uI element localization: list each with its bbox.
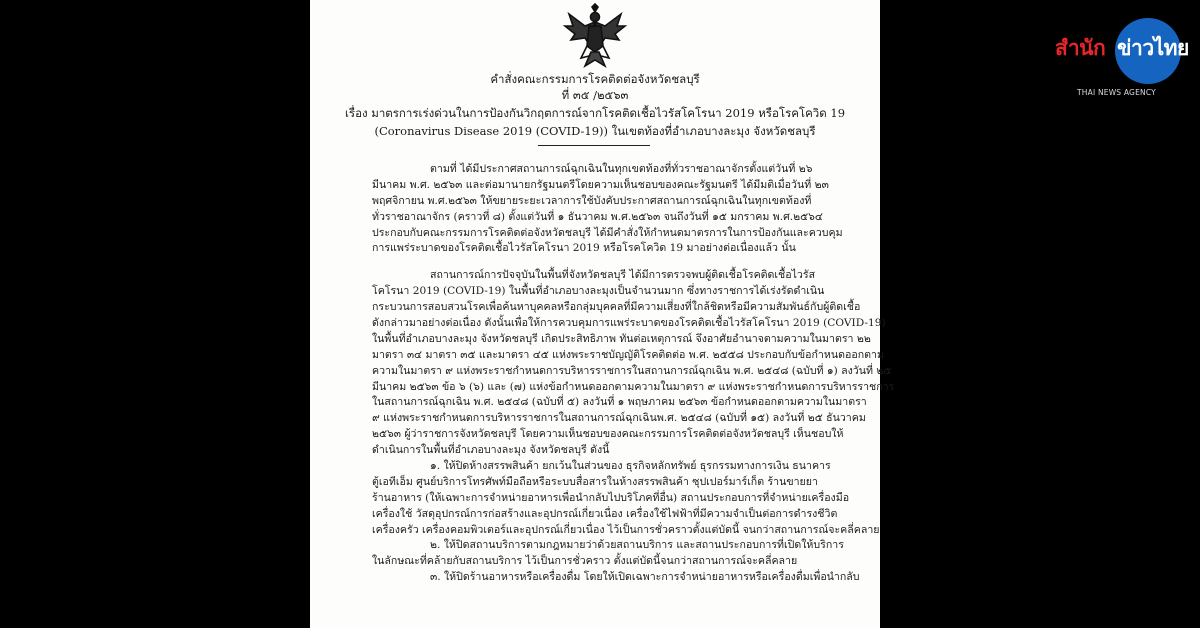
paragraph-line: โคโรนา 2019 (COVID-19) ในพื้นที่อำเภอบางละมุงเป็นจำนวนมาก ซึ่งทางราชการได้เร่งรัดดำเนิน: [372, 285, 825, 298]
paragraph-line: มีนาคม ๒๕๖๓ ข้อ ๖ (๖) และ (๗) แห่งข้อกำหนดออกตามความในมาตรา ๙ แห่งพระราชกำหนดการบริหารราชการ: [372, 380, 895, 393]
paragraph-line: ตามที่ ได้มีประกาศสถานการณ์ฉุกเฉินในทุกเขตท้องที่ทั่วราชอาณาจักรตั้งแต่วันที่ ๒๖: [430, 163, 813, 175]
item-line: เครื่องครัว เครื่องคอมพิวเตอร์และอุปกรณ์เกี่ยวเนื่อง ไว้เป็นการชั่วคราวตั้งแต่บัดนี้ จนกว่าสถานการณ์จะคลี่คลาย: [372, 523, 880, 536]
subject-line-continued: (Coronavirus Disease 2019 (COVID-19)) ในเขตท้องที่อำเภอบางละมุง จังหวัดชลบุรี: [374, 124, 816, 138]
document-page: [310, 0, 895, 628]
item-line: ตู้เอทีเอ็ม ศูนย์บริการโทรศัพท์มือถือหรือระบบสื่อสารในห้างสรรพสินค้า ซุปเปอร์มาร์เก็ต ร้านขายยา: [372, 475, 818, 488]
order-number: ที่ ๓๕ /๒๕๖๓: [561, 88, 629, 102]
paragraph-line: มาตรา ๓๔ มาตรา ๓๕ และมาตรา ๔๕ แห่งพระราชบัญญัติโรคติดต่อ พ.ศ. ๒๕๕๘ ประกอบกับข้อกำหนดออกตาม: [372, 348, 884, 361]
logo-text-red: สำนัก: [1055, 36, 1106, 60]
paragraph-line: การแพร่ระบาดของโรคติดเชื้อไวรัสโคโรนา 2019 หรือโรคโควิด 19 มาอย่างต่อเนื่องแล้ว นั้น: [372, 242, 796, 255]
paragraph-line: พฤศจิกายน พ.ศ.๒๕๖๓ ให้ขยายระยะเวลาการใช้บังคับประกาศสถานการณ์ฉุกเฉินในทุกเขตท้องที่: [372, 194, 812, 207]
paragraph-line: ทั่วราชอาณาจักร (คราวที่ ๘) ตั้งแต่วันที่ ๑ ธันวาคม พ.ศ.๒๕๖๓ จนถึงวันที่ ๑๕ มกราคม พ.ศ.๒๕๖๔: [372, 210, 823, 223]
item-line: ในลักษณะที่คล้ายกับสถานบริการ ไว้เป็นการชั่วคราว ตั้งแต่บัดนี้จนกว่าสถานการณ์จะคลี่คลาย: [372, 555, 798, 568]
logo-english: THAI NEWS AGENCY: [1077, 88, 1156, 97]
paragraph-line: ในสถานการณ์ฉุกเฉิน พ.ศ. ๒๕๔๘ (ฉบับที่ ๕) ลงวันที่ ๑ พฤษภาคม ๒๕๖๓ ข้อกำหนดออกตามความในมาตรา: [372, 396, 867, 409]
paragraph-line: ในพื้นที่อำเภอบางละมุง จังหวัดชลบุรี เกิดประสิทธิภาพ ทันต่อเหตุการณ์ จึงอาศัยอำนาจตามความในมาตรา ๒๒: [372, 332, 871, 345]
item-line: ร้านอาหาร (ให้เฉพาะการจำหน่ายอาหารเพื่อนำกลับไปบริโภคที่อื่น) สถานประกอบการที่จำหน่ายเครื่องมือ: [372, 491, 850, 504]
paragraph-line: ดำเนินการในพื้นที่อำเภอบางละมุง จังหวัดชลบุรี ดังนี้: [372, 444, 610, 457]
logo-text-white: ข่าวไทย: [1117, 36, 1189, 60]
paragraph-line: ประกอบกับคณะกรรมการโรคติดต่อจังหวัดชลบุรี ได้มีคำสั่งให้กำหนดมาตรการในการป้องกันและควบคุม: [372, 226, 843, 239]
paragraph-line: ความในมาตรา ๙ แห่งพระราชกำหนดการบริหารราชการในสถานการณ์ฉุกเฉิน พ.ศ. ๒๕๔๘ (ฉบับที่ ๑) ลงวันที่ ๒๕: [372, 364, 892, 377]
paragraph-line: ๒๕๖๓ ผู้ว่าราชการจังหวัดชลบุรี โดยความเห็นชอบของคณะกรรมการโรคติดต่อจังหวัดชลบุรี เห็นชอบให้: [372, 428, 844, 441]
item-line: เครื่องใช้ วัสดุอุปกรณ์การก่อสร้างและอุปกรณ์เกี่ยวเนื่อง เครื่องใช้ไฟฟ้าที่มีความจำเป็นต่อการดำรงชีวิต: [372, 507, 838, 520]
item-line: ๓. ให้ปิดร้านอาหารหรือเครื่องดื่ม โดยให้เปิดเฉพาะการจำหน่ายอาหารหรือเครื่องดื่มเพื่อนำกลับ: [430, 571, 860, 584]
paragraph-line: ดังกล่าวมาอย่างต่อเนื่อง ดังนั้นเพื่อให้การควบคุมการแพร่ระบาดของโรคติดเชื้อไวรัสโคโรนา 2019 (COVID-19): [372, 317, 886, 330]
paragraph-line: กระบวนการสอบสวนโรคเพื่อค้นหาบุคคลหรือกลุ่มบุคคลที่มีความเสี่ยงที่ใกล้ชิดหรือมีความสัมพันธ์กับผู้ติดเชื้อ: [372, 301, 861, 314]
subject-line: เรื่อง มาตรการเร่งด่วนในการป้องกันวิกฤตการณ์จากโรคติดเชื้อไวรัสโคโรนา 2019 หรือโรคโควิด 19: [344, 106, 846, 120]
item-line: ๑. ให้ปิดห้างสรรพสินค้า ยกเว้นในส่วนของ ธุรกิจหลักทรัพย์ ธุรกรรมทางการเงิน ธนาคาร: [430, 460, 831, 473]
thai-news-agency-logo: [1055, 14, 1195, 97]
order-body: [372, 162, 895, 586]
item-line: ๒. ให้ปิดสถานบริการตามกฎหมายว่าด้วยสถานบริการ และสถานประกอบการที่เปิดให้บริการ: [430, 539, 844, 552]
divider: [538, 145, 650, 146]
paragraph-line: สถานการณ์การปัจจุบันในพื้นที่จังหวัดชลบุรี ได้มีการตรวจพบผู้ติดเชื้อโรคติดเชื้อไวรัส: [430, 269, 816, 282]
order-title: คำสั่งคณะกรรมการโรคติดต่อจังหวัดชลบุรี: [490, 72, 700, 86]
paragraph-line: ๙ แห่งพระราชกำหนดการบริหารราชการในสถานการณ์ฉุกเฉินพ.ศ. ๒๕๔๘ (ฉบับที่ ๑๕) ลงวันที่ ๒๕ ธันวาคม: [372, 412, 866, 425]
garuda-emblem-icon: [563, 4, 627, 68]
paragraph-line: มีนาคม พ.ศ. ๒๕๖๓ และต่อมานายกรัฐมนตรีโดยความเห็นชอบของคณะรัฐมนตรี ได้มีมติเมื่อวันที่ ๒๓: [372, 178, 829, 191]
